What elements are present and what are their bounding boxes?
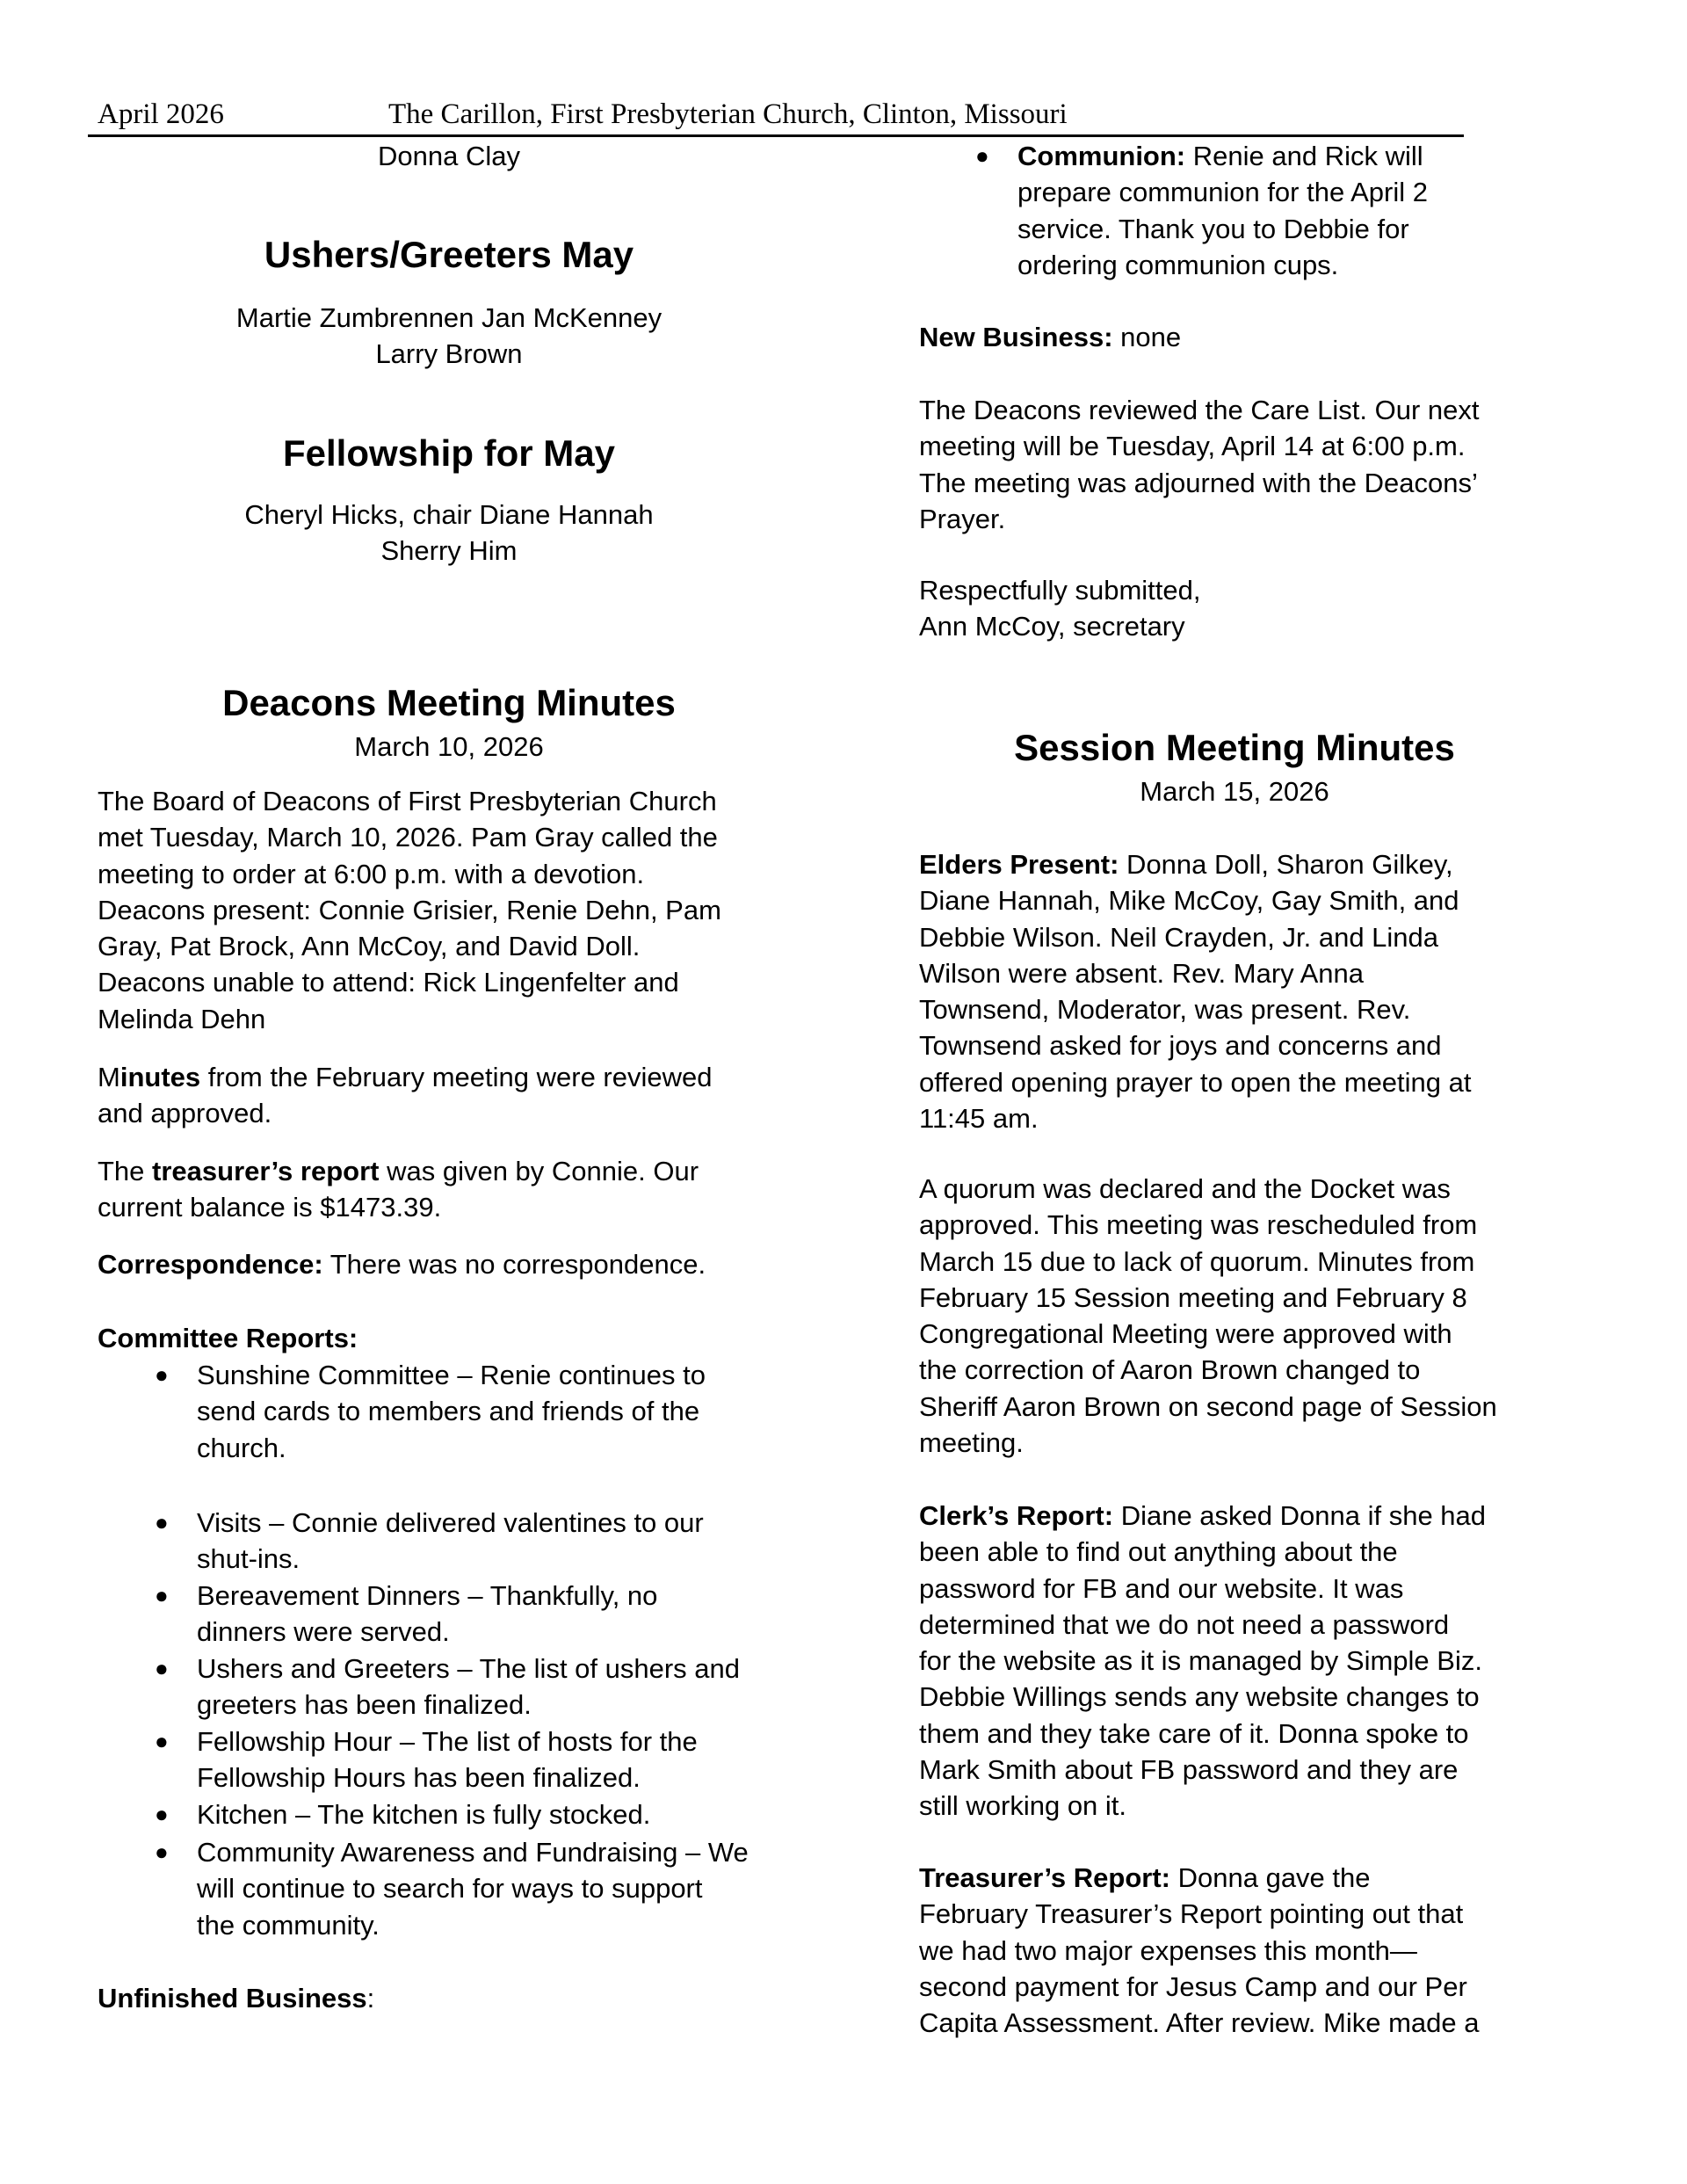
bold-label: New Business: (919, 322, 1113, 352)
unfinished-business (98, 1980, 374, 2016)
ushers-list (98, 300, 800, 373)
continued-name: Donna Clay (378, 141, 520, 171)
text-line: Fellowship Hours has been finalized. (197, 1762, 641, 1794)
text-line: met Tuesday, March 10, 2026. Pam Gray called the (98, 822, 718, 853)
text-line: the community. (197, 1909, 380, 1941)
text-run: from the February meeting were reviewed (200, 1062, 713, 1092)
bullet-icon: ● (155, 1582, 169, 1608)
text-line: Bereavement Dinners – Thankfully, no (197, 1580, 658, 1611)
deacons-intro (98, 783, 721, 1037)
bullet-icon: ● (155, 1801, 169, 1827)
text-line: Mark Smith about FB password and they are (919, 1754, 1459, 1786)
text-line (98, 1153, 699, 1189)
text-line: Martie Zumbrennen Jan McKenney (235, 302, 662, 333)
text-line: Visits – Connie delivered valentines to our (197, 1507, 704, 1538)
text-line: Prayer. (919, 503, 1006, 534)
ushers-heading: Ushers/Greeters May (264, 234, 634, 275)
bold-label: Correspondence: (98, 1249, 323, 1280)
text-run: Donna gave the (1170, 1862, 1371, 1893)
text-line: church. (197, 1432, 286, 1463)
text-line: password for FB and our website. It was (919, 1572, 1404, 1604)
bullet-community (155, 1834, 749, 1943)
bullet-icon: ● (155, 1839, 169, 1865)
text-line: Respectfully submitted, (919, 575, 1201, 606)
text-line: February Treasurer’s Report pointing out that (919, 1898, 1464, 1930)
bullet-communion (975, 138, 1428, 283)
quorum-paragraph (919, 1171, 1497, 1461)
text-line: The meeting was adjourned with the Deacons’ (919, 467, 1478, 498)
text-line: Capita Assessment. After review. Mike made a (919, 2007, 1480, 2039)
text-line: the correction of Aaron Brown changed to (919, 1354, 1421, 1386)
header-rule (88, 134, 1464, 137)
text-line: determined that we do not need a password (919, 1608, 1450, 1640)
text-line: meeting will be Tuesday, April 14 at 6:00 p.m. (919, 431, 1466, 462)
bullet-icon: ● (975, 142, 989, 169)
text-line: Sunshine Committee – Renie continues to (197, 1360, 706, 1390)
bullet-icon: ● (155, 1509, 169, 1535)
bullet-sunshine (155, 1357, 706, 1466)
text-line (1017, 138, 1428, 174)
signoff (919, 572, 1200, 645)
text-line: Larry Brown (375, 338, 523, 370)
bold-label: treasurer’s report (152, 1156, 380, 1186)
bold-label: Clerk’s Report: (919, 1500, 1114, 1531)
text-run: Diane asked Donna if she had (1113, 1500, 1487, 1531)
text-line: Melinda Dehn (98, 1003, 266, 1034)
text-line: dinners were served. (197, 1616, 450, 1648)
bold-label: Elders Present: (919, 849, 1119, 880)
text-run: none (1112, 322, 1182, 352)
bullet-icon: ● (155, 1728, 169, 1754)
elders-present (919, 846, 1472, 1136)
text-line: Community Awareness and Fundraising – We (197, 1837, 749, 1868)
bullet-icon: ● (155, 1361, 169, 1388)
text-line: send cards to members and friends of the (197, 1396, 700, 1427)
fellowship-list (98, 497, 800, 570)
treasurers-report (919, 1860, 1480, 2041)
new-business (919, 319, 1181, 355)
text-line: Wilson were absent. Rev. Mary Anna (919, 957, 1364, 989)
text-line: Townsend asked for joys and concerns and (919, 1030, 1442, 1062)
bold-label: Treasurer’s Report: (919, 1862, 1170, 1893)
text-line: shut-ins. (197, 1543, 300, 1575)
text-line: February 15 Session meeting and February 8 (919, 1281, 1467, 1313)
text-line (98, 1246, 706, 1282)
bullet-bereavement (155, 1578, 658, 1651)
text-line: Diane Hannah, Mike McCoy, Gay Smith, and (919, 885, 1459, 917)
text-line (98, 1980, 374, 2016)
text-line: Sherry Him (380, 535, 518, 567)
text-line: A quorum was declared and the Docket was (919, 1173, 1451, 1204)
text-line: March 15 due to lack of quorum. Minutes from (919, 1245, 1475, 1277)
text-line: Debbie Willings sends any website changes to (919, 1681, 1480, 1713)
text-line: Ann McCoy, secretary (919, 611, 1185, 642)
bullet-fellowship (155, 1723, 698, 1796)
text-line: still working on it. (919, 1790, 1127, 1822)
bullet-icon: ● (155, 1655, 169, 1681)
text-line: Deacons unable to attend: Rick Lingenfelter and (98, 967, 679, 998)
text-run: M (98, 1062, 120, 1092)
text-line: second payment for Jesus Camp and our Per (919, 1970, 1467, 2002)
deacons-correspondence (98, 1246, 706, 1282)
text-line: them and they take care of it. Donna spoke to (919, 1717, 1469, 1749)
text-line (919, 319, 1181, 355)
clerks-report (919, 1498, 1486, 1825)
care-list-paragraph (919, 392, 1480, 537)
text-line: Congregational Meeting were approved with (919, 1318, 1452, 1350)
text-run: The (98, 1156, 153, 1186)
text-line: Deacons present: Connie Grisier, Renie Dehn, Pam (98, 894, 721, 925)
text-line: 11:45 am. (919, 1103, 1039, 1135)
text-line: will continue to search for ways to support (197, 1873, 703, 1905)
text-line: Gray, Pat Brock, Ann McCoy, and David Doll. (98, 931, 641, 962)
text-line (919, 1498, 1486, 1534)
text-run: Donna Doll, Sharon Gilkey, (1119, 849, 1453, 880)
text-line: approved. This meeting was rescheduled from (919, 1209, 1478, 1241)
committee-reports-label: Committee Reports: (98, 1323, 358, 1353)
bold-label: inutes (119, 1062, 201, 1092)
session-date: March 15, 2026 (1140, 776, 1329, 807)
bold-label: Communion: (1017, 141, 1186, 171)
text-run: : (366, 1983, 375, 2013)
text-line (98, 1059, 712, 1095)
bullet-ushers (155, 1651, 741, 1723)
text-line (919, 846, 1472, 882)
text-line (919, 1860, 1480, 1896)
text-line: Cheryl Hicks, chair Diane Hannah (244, 499, 654, 530)
text-line: and approved. (98, 1098, 272, 1129)
text-line: we had two major expenses this month— (919, 1934, 1417, 1966)
deacons-date: March 10, 2026 (354, 731, 544, 762)
deacons-minutes (98, 1059, 712, 1132)
deacons-heading: Deacons Meeting Minutes (222, 682, 676, 723)
text-line: greeters has been finalized. (197, 1689, 532, 1721)
fellowship-heading: Fellowship for May (282, 432, 616, 474)
text-line: Sheriff Aaron Brown on second page of Session (919, 1390, 1497, 1422)
deacons-treasurer (98, 1153, 699, 1226)
text-line: Kitchen – The kitchen is fully stocked. (197, 1799, 651, 1830)
header-title: The Carillon, First Presbyterian Church, Clinton, Missouri (388, 98, 1068, 130)
text-line: prepare communion for the April 2 (1017, 177, 1428, 208)
text-line: current balance is $1473.39. (98, 1192, 442, 1223)
text-line: meeting to order at 6:00 p.m. with a devotion. (98, 858, 645, 889)
text-run: Renie and Rick will (1185, 141, 1423, 171)
text-run: was given by Connie. Our (379, 1156, 699, 1186)
text-line: Fellowship Hour – The list of hosts for the (197, 1726, 698, 1757)
text-line: Townsend, Moderator, was present. Rev. (919, 994, 1411, 1026)
text-line: Ushers and Greeters – The list of ushers and (197, 1653, 741, 1684)
text-line: The Board of Deacons of First Presbyterian Church (98, 786, 717, 816)
text-line: Debbie Wilson. Neil Crayden, Jr. and Linda (919, 921, 1439, 953)
text-line: meeting. (919, 1427, 1024, 1459)
bullet-visits (155, 1505, 704, 1578)
text-line: service. Thank you to Debbie for (1017, 213, 1409, 244)
text-line: ordering communion cups. (1017, 249, 1339, 280)
text-run: There was no correspondence. (322, 1249, 706, 1280)
text-line: for the website as it is managed by Simple Biz. (919, 1645, 1482, 1677)
bullet-kitchen (155, 1796, 651, 1832)
text-line: been able to find out anything about the (919, 1536, 1398, 1568)
header-date: April 2026 (98, 98, 224, 130)
text-line: The Deacons reviewed the Care List. Our next (919, 395, 1480, 425)
session-heading: Session Meeting Minutes (1014, 727, 1455, 768)
text-line: offered opening prayer to open the meeting at (919, 1066, 1472, 1098)
bold-label: Unfinished Business (98, 1983, 367, 2013)
